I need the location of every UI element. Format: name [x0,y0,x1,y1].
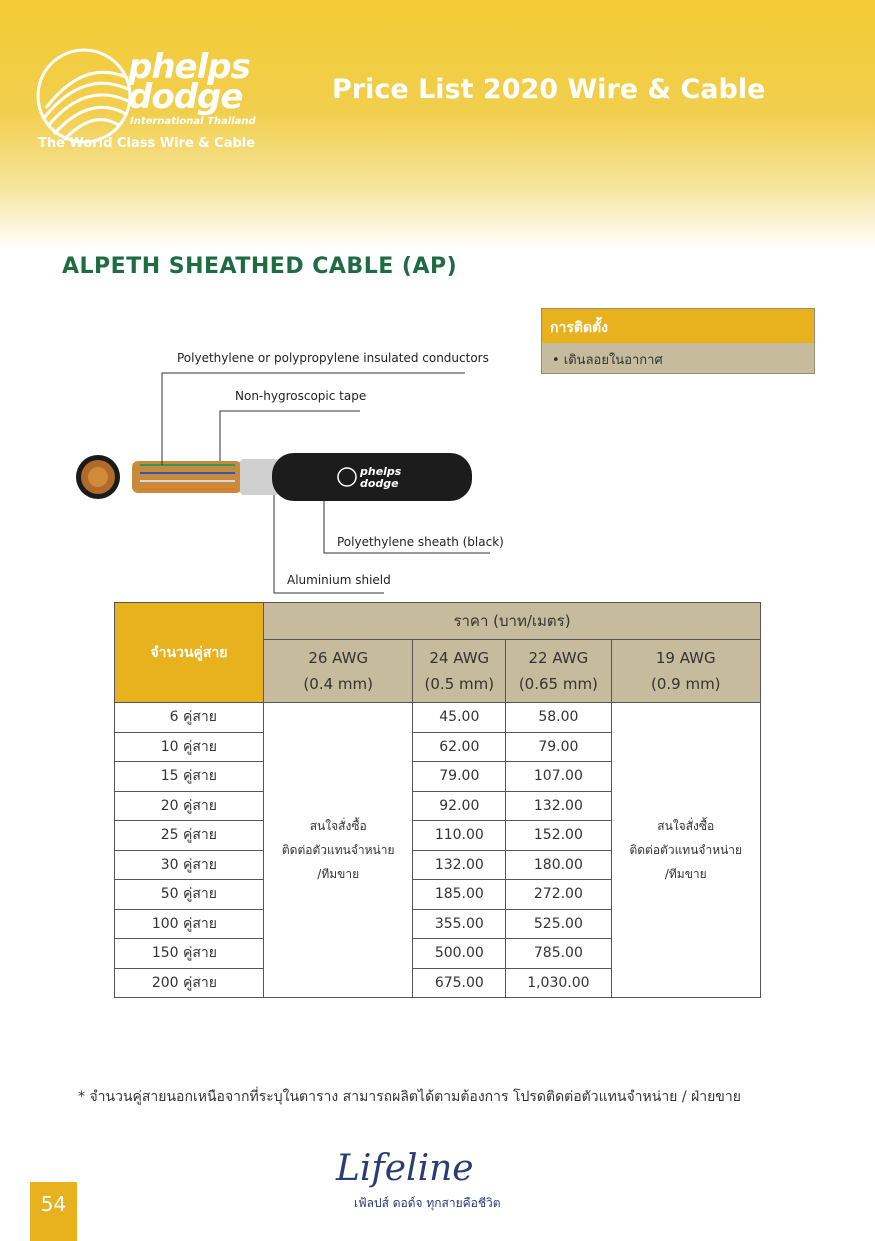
price-22awg: 152.00 [506,821,611,851]
price-24awg: 675.00 [413,968,506,998]
price-22awg: 785.00 [506,939,611,969]
label-shield: Aluminium shield [287,573,391,587]
lifeline-logo [336,1148,546,1218]
pairs-cell: 150 คู่สาย [115,939,264,969]
pairs-cell: 50 คู่สาย [115,880,264,910]
pairs-cell: 100 คู่สาย [115,909,264,939]
pairs-cell: 6 คู่สาย [115,703,264,733]
price-22awg: 79.00 [506,732,611,762]
cable-brand-2: dodge [360,477,399,490]
installation-heading: การติดตั้ง [542,309,814,343]
cable-brand-1: phelps [360,465,402,478]
note-19awg: สนใจสั่งซื้อ ติดต่อตัวแทนจำหน่าย /ทีมขาย [611,703,760,998]
price-22awg: 1,030.00 [506,968,611,998]
section-title: ALPETH SHEATHED CABLE (AP) [62,254,458,279]
price-22awg: 272.00 [506,880,611,910]
price-24awg: 45.00 [413,703,506,733]
col-header-19awg: 19 AWG (0.9 mm) [611,640,760,703]
price-table [114,602,761,998]
pair-header: จำนวนคู่สาย [115,603,264,703]
pairs-cell: 200 คู่สาย [115,968,264,998]
brand-wordmark: phelps dodge [128,47,250,117]
brand-subline: International Thailand [130,116,256,127]
price-24awg: 132.00 [413,850,506,880]
pairs-cell: 20 คู่สาย [115,791,264,821]
price-24awg: 355.00 [413,909,506,939]
price-22awg: 107.00 [506,762,611,792]
tagline: The World Class Wire & Cable [38,136,256,151]
price-header: ราคา (บาท/เมตร) [264,603,761,640]
price-24awg: 185.00 [413,880,506,910]
label-tape: Non-hygroscopic tape [235,389,367,403]
pairs-cell: 10 คู่สาย [115,732,264,762]
pairs-cell: 25 คู่สาย [115,821,264,851]
price-24awg: 110.00 [413,821,506,851]
price-24awg: 92.00 [413,791,506,821]
installation-box [541,308,815,374]
price-22awg: 525.00 [506,909,611,939]
price-24awg: 62.00 [413,732,506,762]
price-24awg: 79.00 [413,762,506,792]
label-sheath: Polyethylene sheath (black) [337,535,504,549]
col-header-26awg: 26 AWG (0.4 mm) [264,640,413,703]
price-22awg: 58.00 [506,703,611,733]
price-24awg: 500.00 [413,939,506,969]
col-header-22awg: 22 AWG (0.65 mm) [506,640,611,703]
cable-diagram [60,325,520,625]
label-conductors: Polyethylene or polypropylene insulated conductors [177,351,489,365]
lifeline-subtitle: เฟ้ลปส์ ดอด์จ ทุกสายคือชีวิต [354,1196,501,1210]
note-26awg: สนใจสั่งซื้อ ติดต่อตัวแทนจำหน่าย /ทีมขาย [264,703,413,998]
pairs-cell: 30 คู่สาย [115,850,264,880]
footnote: * จำนวนคู่สายนอกเหนือจากที่ระบุในตาราง สามารถผลิตได้ตามต้องการ โปรดติดต่อตัวแทนจำหน่าย / ฝ่ายขาย [78,1089,741,1105]
price-22awg: 132.00 [506,791,611,821]
table-row [115,703,761,733]
pairs-cell: 15 คู่สาย [115,762,264,792]
page-title: Price List 2020 Wire & Cable [332,74,766,105]
page-header [0,0,875,250]
lifeline-wordmark: Lifeline [336,1148,474,1189]
page-number: 54 [30,1182,77,1241]
col-header-24awg: 24 AWG (0.5 mm) [413,640,506,703]
price-22awg: 180.00 [506,850,611,880]
installation-item: • เดินลอยในอากาศ [542,343,814,373]
